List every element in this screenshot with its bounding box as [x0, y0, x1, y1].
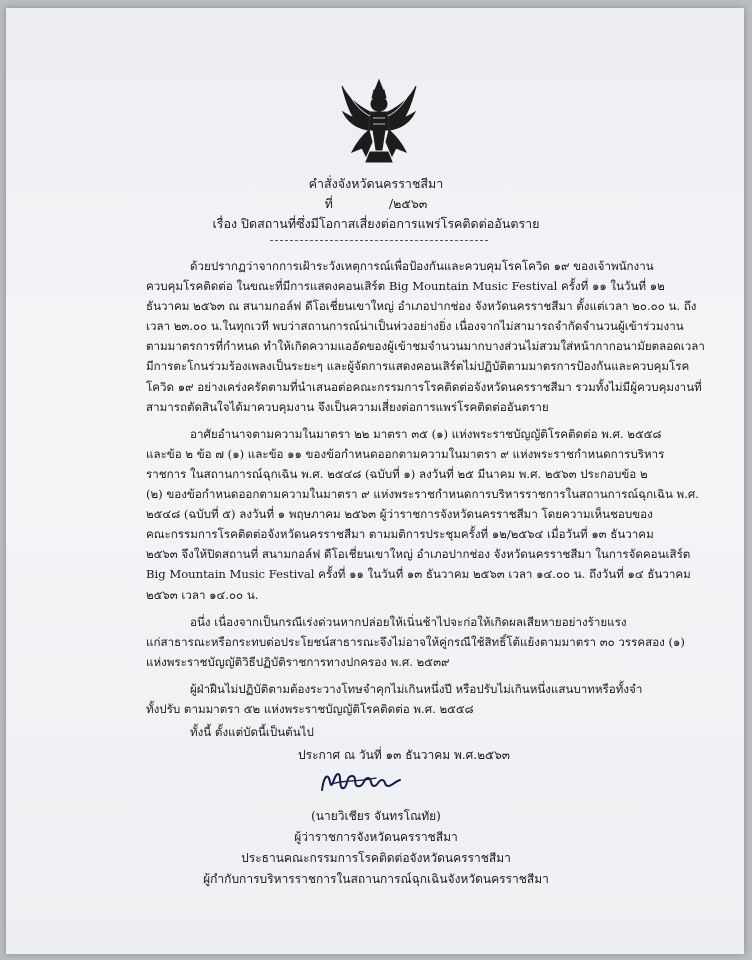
text-line: และข้อ ๒ ข้อ ๗ (๑) และข้อ ๑๑ ของข้อกำหนดออกตามความในมาตรา ๙ แห่งพระราชกำหนดการบริหาร	[146, 446, 665, 461]
text-line: แก่สาธารณะหรือกระทบต่อประโยชน์สาธารณะจึงไม่อาจให้คู่กรณีใช้สิทธิ์โต้แย้งตามมาตรา ๓๐ วรรคสอง (๑)	[146, 634, 685, 649]
signatory-position: ผู้กำกับการบริหารราชการในสถานการณ์ฉุกเฉินจังหวัดนครราชสีมา	[203, 872, 549, 886]
text-line: ๒๕๔๘ (ฉบับที่ ๕) ลงวันที่ ๑ พฤษภาคม ๒๕๖๓ ผู้ว่าราชการจังหวัดนครราชสีมา โดยความเห็นชอบของ	[146, 507, 653, 522]
proclamation-date: ประกาศ ณ วันที่ ๑๓ ธันวาคม พ.ศ.๒๕๖๓	[298, 748, 510, 762]
signatory-position: ผู้ว่าราชการจังหวัดนครราชสีมา	[294, 830, 458, 844]
text-line: ๒๕๖๓ จึงให้ปิดสถานที่ สนามกอล์ฟ ดีโอเชี่ยนเขาใหญ่ อำเภอปากช่อง จังหวัดนครราชสีมา ในการจัดคอนเสิร์ต	[146, 547, 691, 562]
text-line: เวลา ๒๓.๐๐ น.ในทุกเวที พบว่าสถานการณ์น่าเป็นห่วงอย่างยิ่ง เนื่องจากไม่สามารถจำกัดจำนวนผู้เข้าร่วมงาน	[146, 319, 684, 334]
text-line: ราชการ ในสถานการณ์ฉุกเฉิน พ.ศ. ๒๕๔๘ (ฉบับที่ ๑) ลงวันที่ ๒๕ มีนาคม พ.ศ. ๒๕๖๓ ประกอบข้อ ๒	[146, 466, 648, 481]
paragraph-2	[146, 424, 699, 605]
text-line: อาศัยอำนาจตามความในมาตรา ๒๒ มาตรา ๓๕ (๑) แห่งพระราชบัญญัติโรคติดต่อ พ.ศ. ๒๕๕๘	[190, 426, 662, 441]
signatory-name: (นายวิเชียร จันทรโณทัย)	[311, 809, 441, 823]
text-line: ควบคุมโรคติดต่อ ในขณะที่มีการแสดงคอนเสิร์ต Big Mountain Music Festival ครั้งที่ ๑๑ ในวันที่ ๑๒	[146, 279, 665, 294]
text-line: ๒๕๖๓ เวลา ๑๔.๐๐ น.	[146, 587, 259, 602]
handwritten-signature-icon	[318, 768, 404, 794]
document-heading: คำสั่งจังหวัดนครราชสีมา	[308, 176, 444, 191]
paragraph-5	[146, 722, 610, 742]
paragraph-4	[146, 679, 643, 719]
number-prefix: ที่	[324, 196, 333, 211]
paragraph-1	[146, 256, 705, 417]
text-line: ตามมาตรการที่กำหนด ทำให้เกิดความแออัดของผู้เข้าชมจำนวนมากบางส่วนไม่สวมใส่หน้ากากอนามัยตลอดเวลา	[146, 339, 705, 354]
text-line: คณะกรรมการโรคติดต่อจังหวัดนครราชสีมา ตามมติการประชุมครั้งที่ ๑๒/๒๕๖๔ เมื่อวันที่ ๑๓ ธันวาคม	[146, 527, 654, 542]
number-suffix: /๒๕๖๓	[388, 196, 428, 211]
text-line: ทั้งนี้ ตั้งแต่บัดนี้เป็นต้นไป	[190, 725, 314, 740]
document-number	[0, 196, 752, 211]
text-line: มีการตะโกนร่วมร้องเพลงเป็นระยะๆ และผู้จัดการแสดงคอนเสิร์ตไม่ปฏิบัติตามมาตรการป้องกันและควบคุมโรค	[146, 359, 690, 374]
garuda-emblem-icon	[340, 78, 418, 164]
signatory-position: ประธานคณะกรรมการโรคติดต่อจังหวัดนครราชสีมา	[241, 851, 511, 865]
paragraph-3	[146, 612, 685, 672]
text-line: อนึ่ง เนื่องจากเป็นกรณีเร่งด่วนหากปล่อยให้เนิ่นช้าไปจะก่อให้เกิดผลเสียหายอย่างร้ายแรง	[190, 614, 627, 629]
text-line: Big Mountain Music Festival ครั้งที่ ๑๑ ในวันที่ ๑๓ ธันวาคม ๒๕๖๓ เวลา ๑๔.๐๐ น. ถึงวันที่ ๑๔ ธันวาคม	[146, 567, 691, 582]
signatory-block	[0, 806, 752, 890]
text-line: ด้วยปรากฏว่าจากการเฝ้าระวังเหตุการณ์เพื่อป้องกันและควบคุมโรคโควิด ๑๙ ของเจ้าพนักงาน	[190, 259, 654, 273]
text-line: ธันวาคม ๒๕๖๓ ณ สนามกอล์ฟ ดีโอเชี่ยนเขาใหญ่ อำเภอปากช่อง จังหวัดนครราชสีมา ตั้งแต่เวลา ๒๐.๐๐ น. ถึง	[146, 299, 697, 314]
text-line: (๒) ของข้อกำหนดออกตามความในมาตรา ๙ แห่งพระราชกำหนดการบริหารราชการในสถานการณ์ฉุกเฉิน พ.ศ.	[146, 487, 699, 502]
text-line: สามารถตัดสินใจได้มาควบคุมงาน จึงเป็นความเสี่ยงต่อการแพร่โรคติดต่ออันตราย	[146, 399, 549, 414]
text-line: ผู้ฝ่าฝืนไม่ปฏิบัติตามต้องระวางโทษจำคุกไม่เกินหนึ่งปี หรือปรับไม่เกินหนึ่งแสนบาทหรือทั้งจำ	[190, 681, 643, 696]
text-line: แห่งพระราชบัญญัติวิธีปฏิบัติราชการทางปกครอง พ.ศ. ๒๕๓๙	[146, 654, 450, 669]
text-line: โควิด ๑๙ อย่างเคร่งครัดตามที่นำเสนอต่อคณะกรรมการโรคติดต่อจังหวัดนครราชสีมา รวมทั้งไม่มีผู้ควบคุมงานที่	[146, 379, 702, 394]
header-divider	[270, 240, 488, 241]
document-subject: เรื่อง ปิดสถานที่ซึ่งมีโอกาสเสี่ยงต่อการแพร่โรคติดต่ออันตราย	[212, 216, 540, 231]
document-body	[146, 256, 705, 745]
text-line: ทั้งปรับ ตามมาตรา ๕๒ แห่งพระราชบัญญัติโรคติดต่อ พ.ศ. ๒๕๕๘	[146, 701, 474, 716]
